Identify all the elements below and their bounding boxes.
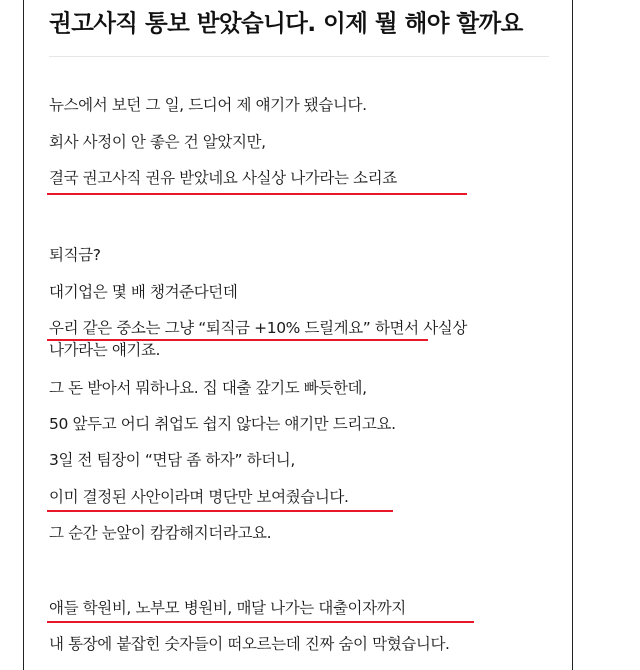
body-line: 그 돈 받아서 뭐하나요. 집 대출 갚기도 빠듯한데, [49,379,367,397]
red-underline [47,621,474,623]
body-line: 50 앞두고 어디 취업도 쉽지 않다는 얘기만 드리고요. [49,415,396,433]
body-line: 내 통장에 붙잡힌 숫자들이 떠오르는데 진짜 숨이 막혔습니다. [49,635,450,653]
post-title: 권고사직 통보 받았습니다. 이제 뭘 해야 할까요 [49,9,523,37]
body-line: 그 순간 눈앞이 캄캄해지더라고요. [49,524,272,542]
body-line: 3일 전 팀장이 “면담 좀 하자” 하더니, [49,451,295,469]
red-underline [47,193,467,195]
body-line-highlighted: 애들 학원비, 노부모 병원비, 매달 나가는 대출이자까지 [49,599,406,617]
body-line: 회사 사정이 안 좋은 건 알았지만, [49,133,266,151]
body-line: 퇴직금? [49,246,101,264]
title-divider [49,56,549,57]
body-line-highlighted: 결국 권고사직 권유 받았네요 사실상 나가라는 소리죠 [49,169,397,187]
body-line: 대기업은 몇 배 챙겨준다던데 [49,283,238,301]
red-underline [47,510,393,512]
body-line-highlighted: 이미 결정된 사안이라며 명단만 보여줬습니다. [49,488,349,506]
body-line: 뉴스에서 보던 그 일, 드디어 제 얘기가 됐습니다. [49,96,367,114]
body-line: 나가라는 얘기죠. [49,341,161,359]
body-line-highlighted: 우리 같은 중소는 그냥 “퇴직금 +10% 드릴게요” 하면서 사실상 [49,319,467,337]
